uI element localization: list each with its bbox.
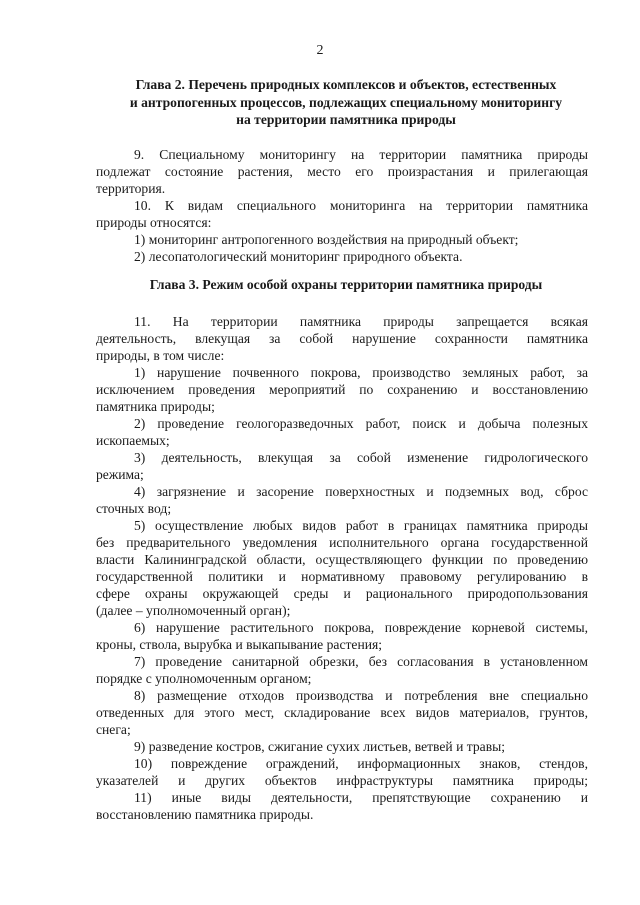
- paragraph-line: 4) загрязнение и засорение поверхностных и подземных вод, сброс: [134, 484, 588, 499]
- paragraph-line: 8) размещение отходов производства и потребления вне специально: [134, 688, 588, 703]
- page-number: 2: [316, 43, 324, 58]
- paragraph-line: природы относятся:: [96, 215, 212, 230]
- paragraph-line: 7) проведение санитарной обрезки, без согласования в установленном: [134, 654, 588, 669]
- paragraph-line: 2) проведение геологоразведочных работ, поиск и добыча полезных: [134, 416, 588, 431]
- heading-line: и антропогенных процессов, подлежащих специальному мониторингу: [129, 94, 563, 110]
- paragraph-line: памятника природы;: [96, 399, 215, 414]
- heading-line: Глава 2. Перечень природных комплексов и объектов, естественных: [135, 77, 557, 92]
- paragraph-line: 11. На территории памятника природы запрещается всякая: [134, 314, 588, 329]
- paragraph-line: снега;: [96, 722, 131, 737]
- paragraph-line: кроны, ствола, вырубка и выкапывание растения;: [96, 637, 383, 652]
- paragraph-line: исключением проведения мероприятий по сохранению и восстановлению: [96, 382, 588, 397]
- paragraph-line: 9) разведение костров, сжигание сухих листьев, ветвей и травы;: [134, 739, 506, 754]
- paragraph-line: подлежат состояние растения, место его произрастания и прилегающая: [96, 164, 588, 179]
- paragraph-line: 1) мониторинг антропогенного воздействия на природный объект;: [134, 232, 519, 247]
- paragraph-line: 11) иные виды деятельности, препятствующие сохранению и: [134, 790, 588, 805]
- heading-line: на территории памятника природы: [236, 112, 456, 127]
- paragraph-line: 9. Специальному мониторингу на территории памятника природы: [134, 147, 588, 162]
- paragraph-line: 1) нарушение почвенного покрова, производство земляных работ, за: [134, 365, 588, 380]
- paragraph-line: власти Калининградской области, осуществляющего функции по проведению: [96, 552, 588, 567]
- paragraph-line: 5) осуществление любых видов работ в границах памятника природы: [134, 518, 588, 533]
- paragraph-line: (далее – уполномоченный орган);: [96, 603, 291, 618]
- paragraph-line: сфере охраны окружающей среды и рационального природопользования: [96, 586, 588, 601]
- heading-line: Глава 3. Режим особой охраны территории памятника природы: [149, 277, 543, 292]
- paragraph-line: 2) лесопатологический мониторинг природного объекта.: [134, 249, 463, 264]
- paragraph-line: 10. К видам специального мониторинга на территории памятника: [134, 198, 588, 213]
- paragraph-line: деятельность, влекущая за собой нарушение сохранности памятника: [96, 331, 588, 346]
- paragraph-line: 10) повреждение ограждений, информационных знаков, стендов,: [134, 756, 588, 771]
- paragraph-line: ископаемых;: [96, 433, 170, 448]
- chapter-3-heading: [96, 276, 596, 294]
- paragraph-line: государственной политики и нормативному правовому регулированию в: [96, 569, 588, 584]
- paragraph-line: 3) деятельность, влекущая за собой изменение гидрологического: [134, 450, 588, 465]
- paragraph-line: порядке с уполномоченным органом;: [96, 671, 312, 686]
- paragraph-line: режима;: [96, 467, 144, 482]
- paragraph-line: восстановлению памятника природы.: [96, 807, 314, 822]
- paragraph-line: отведенных для этого мест, складирование всех видов материалов, грунтов,: [96, 705, 588, 720]
- paragraph-line: территория.: [96, 181, 166, 196]
- paragraph-line: природы, в том числе:: [96, 348, 225, 363]
- paragraph-line: сточных вод;: [96, 501, 172, 516]
- paragraph-line: указателей и других объектов инфраструктуры памятника природы;: [96, 773, 588, 788]
- chapter-2-heading: [96, 76, 596, 129]
- paragraph-line: 6) нарушение растительного покрова, повреждение корневой системы,: [134, 620, 588, 635]
- paragraph-line: без предварительного уведомления исполнительного органа государственной: [96, 535, 588, 550]
